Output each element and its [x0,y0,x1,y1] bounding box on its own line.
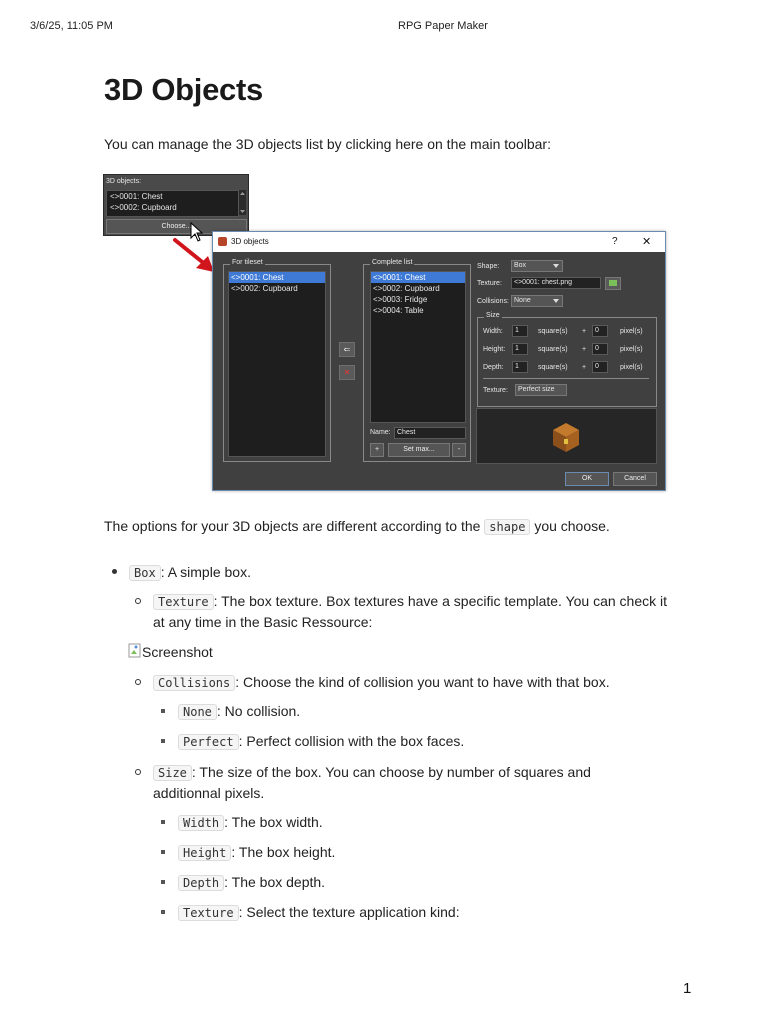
depth-pixels-field: 0 [592,361,608,373]
collisions-label: Collisions: [477,298,509,305]
page-number: 1 [683,980,692,997]
scroll-arrows-icon [239,190,246,215]
group-title: Size [486,312,500,319]
inline-code: Height [178,845,231,861]
collisions-select: None [511,295,563,307]
text-segment: : The box height. [231,844,336,860]
list-item: <>0001: Chest [229,272,325,283]
print-datetime: 3/6/25, 11:05 PM [30,20,113,32]
list-item [178,902,460,924]
list-item [178,842,335,864]
list-item: <>0002: Cupboard [231,284,298,293]
size-texture-select: Perfect size [515,384,567,396]
squares-unit: square(s) [538,364,568,371]
plus-sign: + [582,346,587,353]
shape-label: Shape: [477,263,500,270]
inline-code: Box [129,565,161,581]
list-item: <>0004: Table [373,306,424,315]
list-item [129,562,251,584]
close-icon: ✕ [642,236,652,248]
text-segment: : A simple box. [160,564,251,580]
complete-group [363,259,471,462]
toolbar-label: 3D objects: [106,178,142,185]
intro-paragraph: You can manage the 3D objects list by clicking here on the main toolbar: [104,136,551,152]
inline-code: Depth [178,875,224,891]
width-pixels-field: 0 [592,325,608,337]
size-width-label: Width: [483,328,503,335]
set-max-button: Set max... [388,443,450,457]
inline-code: Size [153,765,192,781]
width-squares-field: 1 [512,325,528,337]
site-title: RPG Paper Maker [398,20,488,32]
text-segment: : No collision. [216,703,301,719]
squares-unit: square(s) [538,328,568,335]
list-item: <>0003: Fridge [373,295,428,304]
bullet-square [161,880,165,884]
complete-list [370,271,466,423]
bullet-disc [112,569,117,574]
text-segment: : Choose the kind of collision you want to have with that box. [235,674,610,690]
bullet-circle [135,769,141,775]
squares-unit: square(s) [538,346,568,353]
bullet-circle [135,679,141,685]
bullet-square [161,709,165,713]
image-icon [606,278,620,289]
inline-code: Width [178,815,224,831]
texture-label: Texture: [477,280,502,287]
inline-code: None [178,704,217,720]
inline-code: Texture [153,594,214,610]
size-texture-label: Texture: [483,387,508,394]
text-segment: : The box depth. [224,874,326,890]
bullet-square [161,820,165,824]
chevron-down-icon [553,264,559,268]
texture-field: <>0001: chest.png [511,277,601,289]
text-segment: : Perfect collision with the box faces. [238,733,465,749]
pixels-unit: pixel(s) [620,346,643,353]
remove-button: ✕ [339,365,355,380]
list-item-continuation: additionnal pixels. [153,785,265,801]
pixels-unit: pixel(s) [620,328,643,335]
move-left-button: ⇐ [339,342,355,357]
list-item: <>0002: Cupboard [373,284,440,293]
bullet-square [161,850,165,854]
dialog-title: 3D objects [231,237,269,246]
objects-dialog [212,231,666,491]
plus-sign: + [582,328,587,335]
list-item [178,872,325,894]
inline-code: Collisions [153,675,235,691]
name-label: Name: [370,429,391,436]
chevron-down-icon [553,299,559,303]
shape-select: Box [511,260,563,272]
broken-image-alt: Screenshot [142,644,213,660]
inline-code: shape [484,519,530,535]
choose-button: Choose... [106,219,247,234]
list-item [153,591,667,613]
divider [483,378,649,379]
list-item [178,701,300,723]
help-icon: ? [612,236,618,247]
pixels-unit: pixel(s) [620,364,643,371]
text-segment: : The size of the box. You can choose by number of squares and [191,764,591,780]
broken-image-icon [128,643,142,659]
app-icon [218,237,227,246]
size-height-label: Height: [483,346,506,353]
shape-paragraph [104,516,610,538]
group-title: Complete list [372,259,413,266]
tileset-list [228,271,326,457]
text-segment: : Select the texture application kind: [238,904,460,920]
list-item: <>0002: Cupboard [110,203,177,212]
size-group [477,312,657,407]
list-item-continuation: at any time in the Basic Ressource: [153,614,373,630]
depth-squares-field: 1 [512,361,528,373]
bullet-square [161,910,165,914]
bullet-circle [135,598,141,604]
height-squares-field: 1 [512,343,528,355]
cancel-button: Cancel [613,472,657,486]
size-depth-label: Depth: [483,364,504,371]
name-field: Chest [394,427,466,439]
texture-picker-button [605,277,621,290]
list-item [178,812,323,834]
list-item [153,762,591,784]
toolbar-scrollbar [239,190,246,215]
text-segment: : The box texture. Box textures have a specific template. You can check it [213,593,668,609]
text-segment: : The box width. [224,814,323,830]
chest-preview-icon [549,418,583,454]
page-title: 3D Objects [104,72,263,107]
add-button: + [370,443,384,457]
group-title: For tileset [232,259,263,266]
tileset-group [223,259,331,462]
height-pixels-field: 0 [592,343,608,355]
dialog-titlebar [213,232,665,252]
toolbar-snippet [103,174,249,236]
list-item [178,731,464,753]
toolbar-object-list [106,190,239,217]
inline-code: Texture [178,905,239,921]
bullet-square [161,739,165,743]
plus-sign: + [582,364,587,371]
list-item [153,672,610,694]
text-segment: you choose. [534,518,610,534]
text-segment: The options for your 3D objects are different according to the [104,518,481,534]
list-item: <>0001: Chest [110,192,163,201]
inline-code: Perfect [178,734,239,750]
minus-button: - [452,443,466,457]
ok-button: OK [565,472,609,486]
list-item: <>0001: Chest [371,272,465,283]
